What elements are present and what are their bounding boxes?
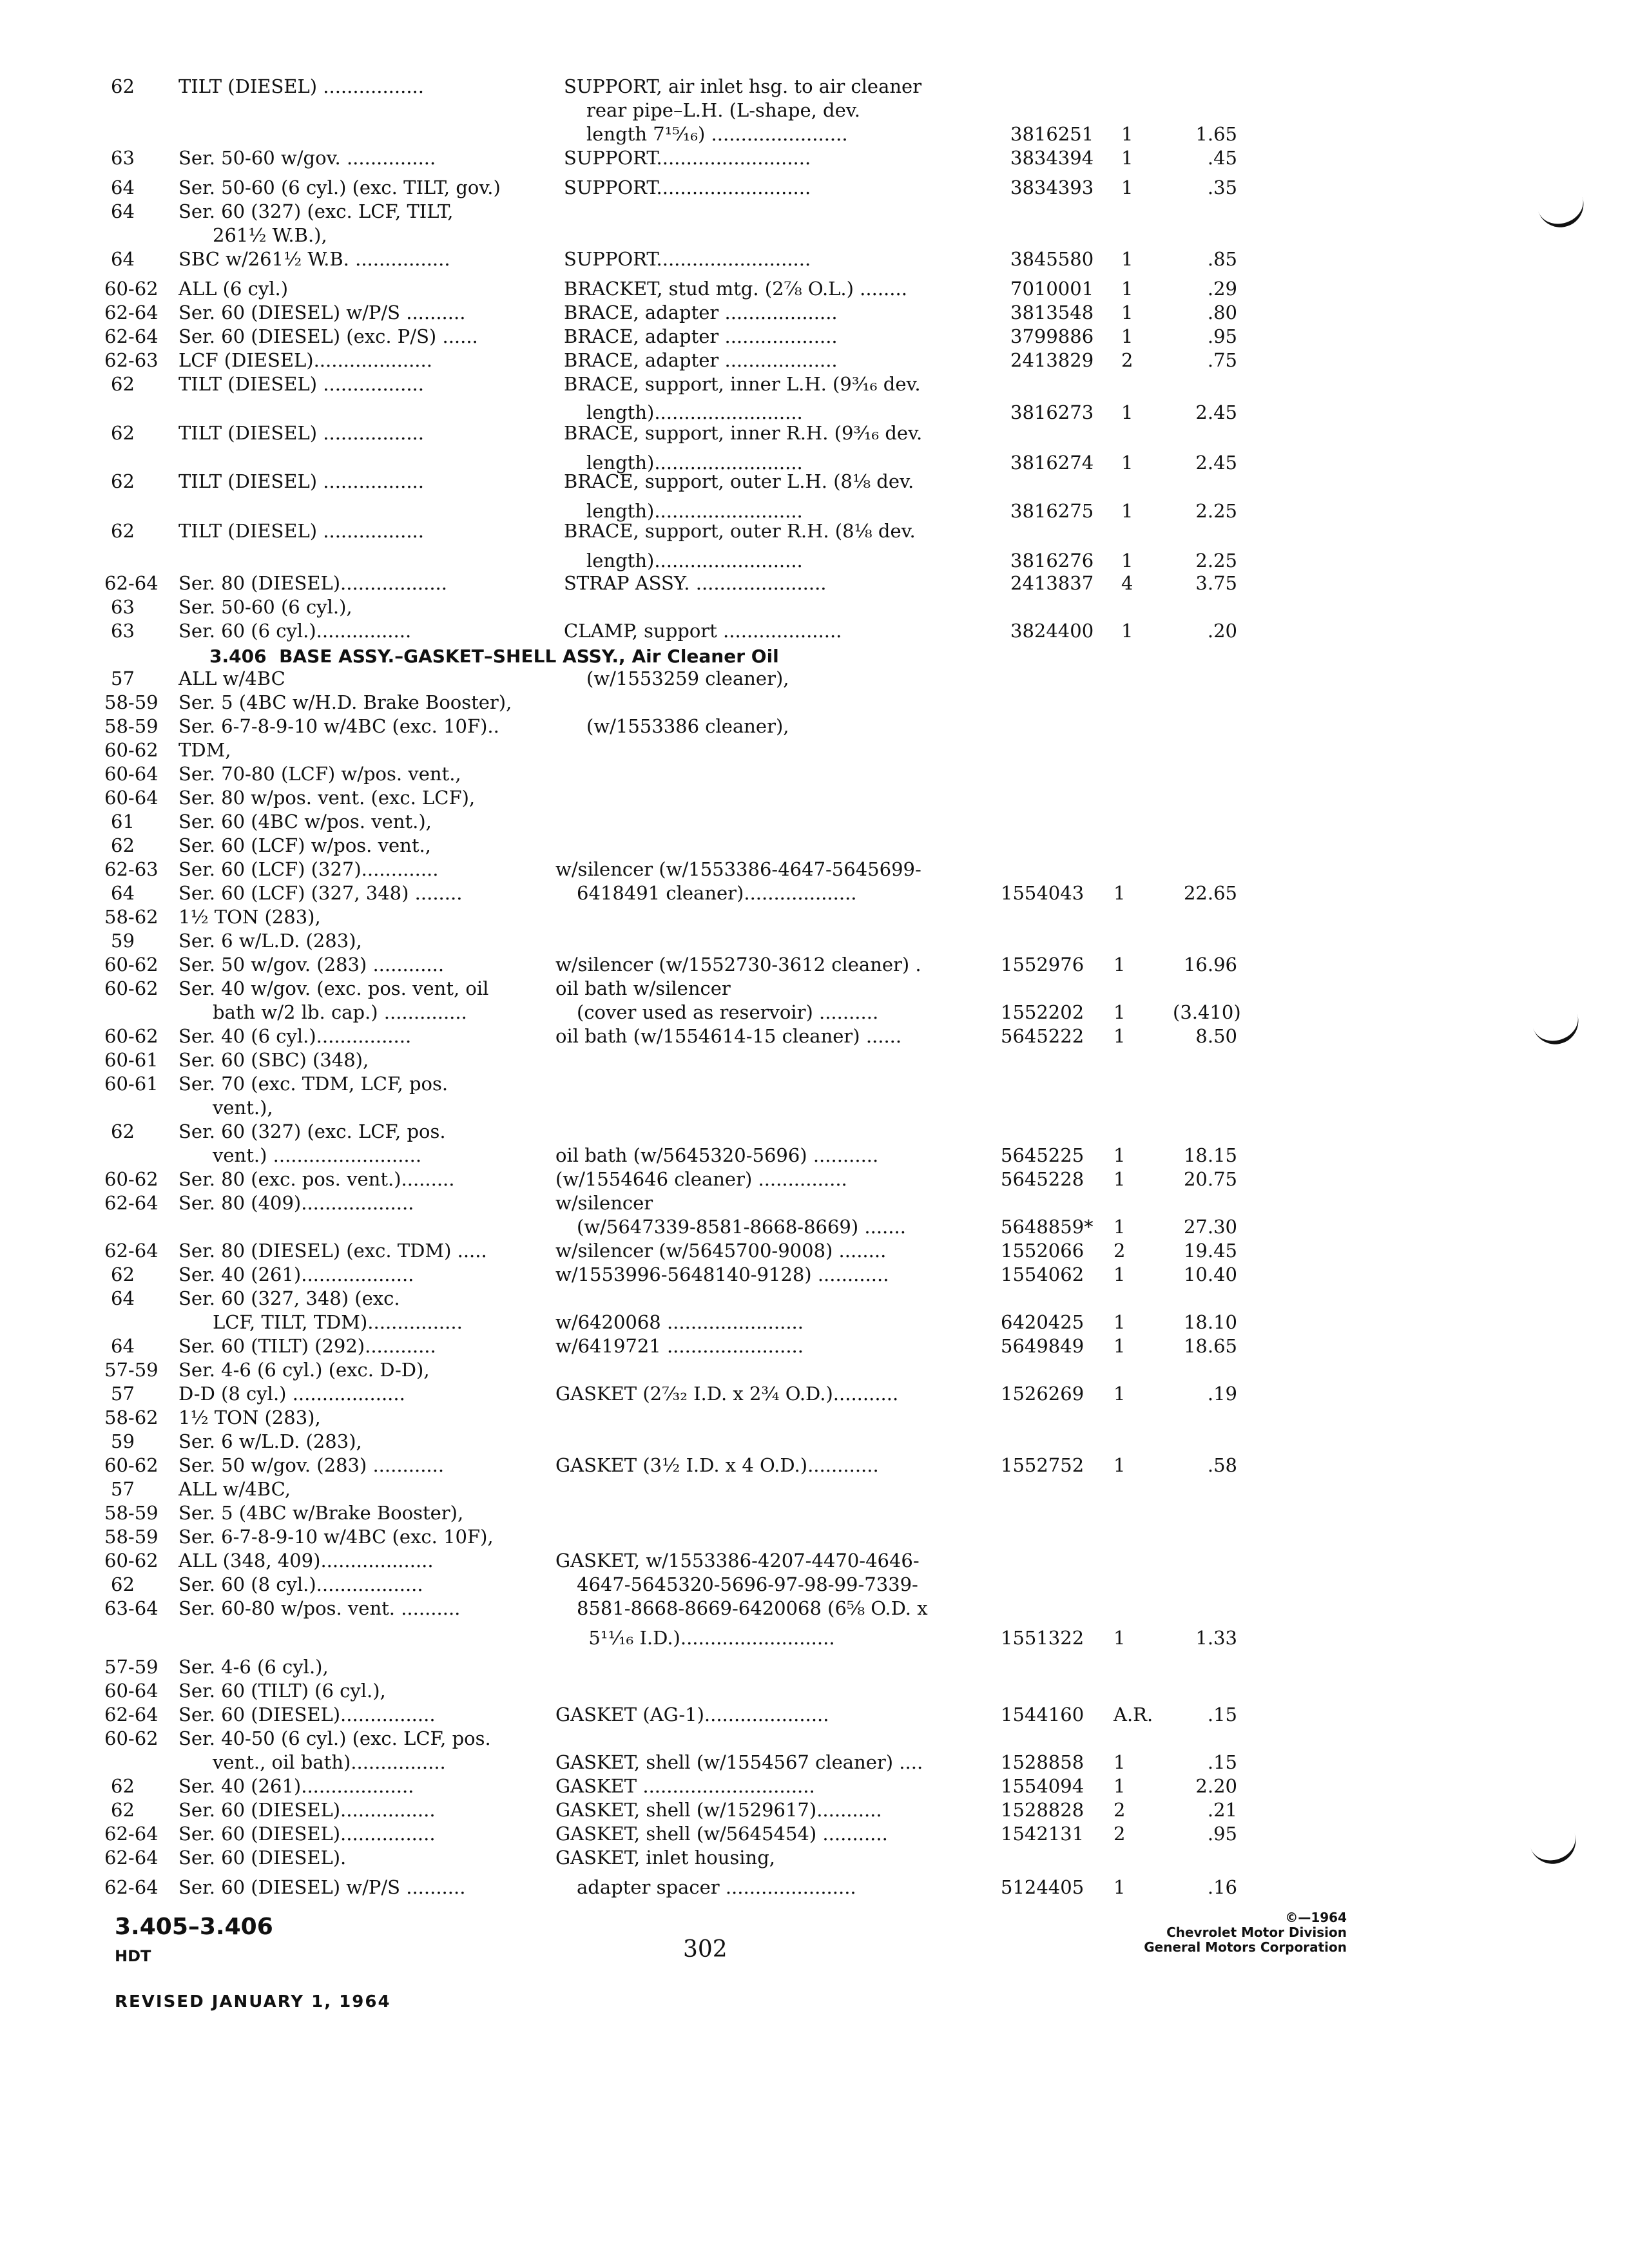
price: 3.75 <box>1195 572 1237 594</box>
part-number: 5645228 <box>1001 1168 1084 1190</box>
model-year: 62 <box>111 1775 135 1797</box>
model-year: 62 <box>111 470 135 492</box>
price: 22.65 <box>1183 882 1237 904</box>
model-application: Ser. 40 (261)................... <box>178 1775 414 1797</box>
model-application: Ser. 60 (LCF) w/pos. vent., <box>178 834 431 856</box>
part-description: GASKET, inlet housing, <box>555 1847 776 1869</box>
quantity: 1 <box>1113 1144 1126 1166</box>
model-application: Ser. 60 (TILT) (292)............ <box>178 1335 436 1357</box>
model-application: TILT (DIESEL) ................. <box>178 422 424 444</box>
model-year: 62-64 <box>104 572 159 594</box>
part-number: 1552066 <box>1001 1240 1084 1262</box>
model-application: Ser. 60 (6 cyl.)................ <box>178 620 412 642</box>
price: 1.33 <box>1195 1627 1237 1649</box>
part-number: 3816275 <box>1010 500 1094 522</box>
price: 18.10 <box>1183 1311 1237 1333</box>
model-application: ALL w/4BC, <box>178 1478 291 1500</box>
quantity: 1 <box>1113 1168 1126 1190</box>
model-application: Ser. 80 (DIESEL) (exc. TDM) ..... <box>178 1240 487 1262</box>
part-description: BRACE, adapter ................... <box>564 325 838 347</box>
model-application: LCF, TILT, TDM)................ <box>213 1311 463 1333</box>
model-year: 58-59 <box>104 1502 159 1524</box>
quantity: 2 <box>1113 1240 1126 1262</box>
model-year: 64 <box>111 248 135 270</box>
model-application: 1½ TON (283), <box>178 906 321 928</box>
model-application: Ser. 4-6 (6 cyl.) (exc. D-D), <box>178 1359 430 1381</box>
part-number: 5649849 <box>1001 1335 1084 1357</box>
model-application: Ser. 5 (4BC w/Brake Booster), <box>178 1502 464 1524</box>
model-application: Ser. 60 (TILT) (6 cyl.), <box>178 1680 386 1702</box>
model-year: 59 <box>111 1430 135 1452</box>
model-year: 60-62 <box>104 977 159 999</box>
quantity: 1 <box>1121 177 1133 198</box>
model-application: Ser. 6-7-8-9-10 w/4BC (exc. 10F).. <box>178 715 499 737</box>
quantity: 1 <box>1113 1751 1126 1773</box>
quantity: 1 <box>1113 1775 1126 1797</box>
quantity: 4 <box>1121 572 1133 594</box>
price: .35 <box>1207 177 1237 198</box>
part-description: w/1553996-5648140-9128) ............ <box>555 1264 889 1285</box>
part-description: (cover used as reservoir) .......... <box>577 1001 879 1023</box>
part-number: 1554043 <box>1001 882 1084 904</box>
part-number: 1554094 <box>1001 1775 1084 1797</box>
model-application: Ser. 60 (DIESEL). <box>178 1847 347 1869</box>
model-application: Ser. 40-50 (6 cyl.) (exc. LCF, pos. <box>178 1727 491 1749</box>
model-year: 62 <box>111 422 135 444</box>
quantity: 1 <box>1113 1627 1126 1649</box>
part-description: GASKET (2⁷⁄₃₂ I.D. x 2¾ O.D.)........... <box>555 1383 899 1405</box>
model-application: LCF (DIESEL).................... <box>178 349 432 371</box>
price: 1.65 <box>1195 123 1237 145</box>
part-description: GASKET (3½ I.D. x 4 O.D.)............ <box>555 1454 879 1476</box>
price: 27.30 <box>1183 1216 1237 1238</box>
model-application: Ser. 50-60 w/gov. ............... <box>178 147 436 169</box>
part-description: BRACE, adapter ................... <box>564 302 838 323</box>
model-application: SBC w/261½ W.B. ................ <box>178 248 450 270</box>
model-application: TILT (DIESEL) ................. <box>178 470 424 492</box>
part-description: BRACE, adapter ................... <box>564 349 838 371</box>
model-year: 60-62 <box>104 954 159 975</box>
price: .19 <box>1207 1383 1237 1405</box>
part-description: SUPPORT, air inlet hsg. to air cleaner <box>564 75 922 97</box>
part-description: (w/1554646 cleaner) ............... <box>555 1168 847 1190</box>
model-year: 64 <box>111 882 135 904</box>
model-year: 60-62 <box>104 278 159 300</box>
model-application: Ser. 6 w/L.D. (283), <box>178 930 362 952</box>
model-year: 62-64 <box>104 1704 159 1725</box>
model-application: Ser. 60 (DIESEL) w/P/S .......... <box>178 1876 466 1898</box>
part-description: GASKET, shell (w/5645454) ........... <box>555 1823 888 1845</box>
model-year: 57 <box>111 1383 135 1405</box>
price: .58 <box>1207 1454 1237 1476</box>
price: 16.96 <box>1183 954 1237 975</box>
model-year: 61 <box>111 811 135 832</box>
model-application: Ser. 80 (DIESEL).................. <box>178 572 447 594</box>
price: .15 <box>1207 1751 1237 1773</box>
part-description: BRACE, support, outer R.H. (8⅛ dev. <box>564 520 916 542</box>
model-year: 64 <box>111 1335 135 1357</box>
quantity: 1 <box>1113 1311 1126 1333</box>
model-application: vent.), <box>213 1097 273 1119</box>
model-year: 60-62 <box>104 1168 159 1190</box>
price: .85 <box>1207 248 1237 270</box>
part-number: 2413837 <box>1010 572 1094 594</box>
quantity: 1 <box>1121 278 1133 300</box>
part-number: 1552202 <box>1001 1001 1084 1023</box>
part-number: 6420425 <box>1001 1311 1084 1333</box>
model-application: Ser. 4-6 (6 cyl.), <box>178 1656 329 1678</box>
model-year: 62-64 <box>104 1240 159 1262</box>
price: 2.45 <box>1195 401 1237 423</box>
model-application: Ser. 60 (4BC w/pos. vent.), <box>178 811 432 832</box>
part-number: 2413829 <box>1010 349 1094 371</box>
model-application: Ser. 40 (6 cyl.)................ <box>178 1025 412 1047</box>
part-number: 3834394 <box>1010 147 1094 169</box>
price: .16 <box>1207 1876 1237 1898</box>
quantity: 1 <box>1121 123 1133 145</box>
part-description: STRAP ASSY. ...................... <box>564 572 827 594</box>
model-year: 62-64 <box>104 1192 159 1214</box>
part-number: 3816251 <box>1010 123 1094 145</box>
part-description: w/silencer <box>555 1192 653 1214</box>
price: .21 <box>1207 1799 1237 1821</box>
model-year: 64 <box>111 200 135 222</box>
model-year: 62-64 <box>104 1876 159 1898</box>
quantity: 2 <box>1121 349 1133 371</box>
part-description: length)......................... <box>586 500 803 522</box>
price: 2.20 <box>1195 1775 1237 1797</box>
price: 18.15 <box>1183 1144 1237 1166</box>
part-description: length 7¹⁵⁄₁₆) ....................... <box>586 123 848 145</box>
model-year: 60-62 <box>104 1727 159 1749</box>
quantity: A.R. <box>1113 1704 1153 1725</box>
price: .45 <box>1207 147 1237 169</box>
quantity: 1 <box>1121 620 1133 642</box>
page-number: 302 <box>683 1936 728 1963</box>
part-number: 1526269 <box>1001 1383 1084 1405</box>
model-application: Ser. 5 (4BC w/H.D. Brake Booster), <box>178 691 512 713</box>
part-number: 5645222 <box>1001 1025 1084 1047</box>
price: (3.410) <box>1173 1001 1241 1023</box>
part-number: 1551322 <box>1001 1627 1084 1649</box>
part-number: 7010001 <box>1010 278 1094 300</box>
model-application: TILT (DIESEL) ................. <box>178 373 424 395</box>
model-application: Ser. 60 (LCF) (327, 348) ........ <box>178 882 463 904</box>
model-application: Ser. 80 w/pos. vent. (exc. LCF), <box>178 787 476 809</box>
part-description: BRACE, support, inner R.H. (9³⁄₁₆ dev. <box>564 422 923 444</box>
model-application: Ser. 70 (exc. TDM, LCF, pos. <box>178 1073 448 1095</box>
part-description: GASKET, w/1553386-4207-4470-4646- <box>555 1550 920 1571</box>
part-description: 4647-5645320-5696-97-98-99-7339- <box>577 1573 918 1595</box>
model-year: 60-64 <box>104 763 159 785</box>
model-year: 60-62 <box>104 1454 159 1476</box>
model-year: 62 <box>111 1573 135 1595</box>
quantity: 1 <box>1113 1025 1126 1047</box>
part-number: 3816274 <box>1010 452 1094 474</box>
part-description: SUPPORT.......................... <box>564 147 811 169</box>
copyright-year: ©—1964 <box>1285 1910 1347 1925</box>
part-description: BRACKET, stud mtg. (2⅞ O.L.) ........ <box>564 278 907 300</box>
model-year: 62-64 <box>104 325 159 347</box>
part-description: w/silencer (w/1553386-4647-5645699- <box>555 858 921 880</box>
model-application: TDM, <box>178 739 231 761</box>
model-application: Ser. 50-60 (6 cyl.) (exc. TILT, gov.) <box>178 177 501 198</box>
model-application: D-D (8 cyl.) ................... <box>178 1383 405 1405</box>
section-heading: 3.406 BASE ASSY.–GASKET–SHELL ASSY., Air Cleaner Oil <box>209 646 779 667</box>
part-description: w/silencer (w/5645700-9008) ........ <box>555 1240 887 1262</box>
price: 19.45 <box>1183 1240 1237 1262</box>
part-description: 6418491 cleaner)................... <box>577 882 857 904</box>
series-code: HDT <box>115 1947 151 1965</box>
price: .80 <box>1207 302 1237 323</box>
part-description: 8581-8668-8669-6420068 (6⅝ O.D. x <box>577 1597 928 1619</box>
model-year: 58-59 <box>104 1526 159 1548</box>
model-year: 63 <box>111 147 135 169</box>
part-description: length)......................... <box>586 550 803 572</box>
model-year: 58-62 <box>104 906 159 928</box>
part-description: GASKET, shell (w/1554567 cleaner) .... <box>555 1751 923 1773</box>
quantity: 1 <box>1121 452 1133 474</box>
model-application: Ser. 6 w/L.D. (283), <box>178 1430 362 1452</box>
part-description: (w/5647339-8581-8668-8669) ....... <box>577 1216 906 1238</box>
model-application: ALL (348, 409)................... <box>178 1550 434 1571</box>
price: 20.75 <box>1183 1168 1237 1190</box>
model-application: Ser. 60 (SBC) (348), <box>178 1049 369 1071</box>
price: .95 <box>1207 1823 1237 1845</box>
part-number: 3816273 <box>1010 401 1094 423</box>
model-year: 63 <box>111 620 135 642</box>
quantity: 1 <box>1121 550 1133 572</box>
model-year: 62 <box>111 1799 135 1821</box>
quantity: 1 <box>1121 325 1133 347</box>
model-application: Ser. 60 (DIESEL) w/P/S .......... <box>178 302 466 323</box>
model-year: 62 <box>111 1120 135 1142</box>
model-application: Ser. 70-80 (LCF) w/pos. vent., <box>178 763 461 785</box>
quantity: 1 <box>1121 147 1133 169</box>
model-year: 62 <box>111 520 135 542</box>
model-application: ALL (6 cyl.) <box>178 278 289 300</box>
price: .95 <box>1207 325 1237 347</box>
model-application: vent., oil bath)................ <box>213 1751 446 1773</box>
copyright-corporation: General Motors Corporation <box>1144 1939 1347 1955</box>
part-number: 5648859* <box>1001 1216 1094 1238</box>
model-year: 62-63 <box>104 349 159 371</box>
part-description: (w/1553259 cleaner), <box>586 668 789 689</box>
model-application: Ser. 60-80 w/pos. vent. .......... <box>178 1597 461 1619</box>
model-application: Ser. 60 (327) (exc. LCF, pos. <box>178 1120 446 1142</box>
binder-hole-mark <box>1537 193 1589 233</box>
part-description: GASKET (AG-1)..................... <box>555 1704 829 1725</box>
model-application: Ser. 40 (261)................... <box>178 1264 414 1285</box>
part-description: BRACE, support, outer L.H. (8⅛ dev. <box>564 470 914 492</box>
model-year: 62-63 <box>104 858 159 880</box>
model-year: 57 <box>111 668 135 689</box>
model-year: 62 <box>111 1264 135 1285</box>
part-description: BRACE, support, inner L.H. (9³⁄₁₆ dev. <box>564 373 921 395</box>
part-description: 5¹¹⁄₁₆ I.D.).......................... <box>577 1627 835 1649</box>
part-number: 3816276 <box>1010 550 1094 572</box>
part-number: 3834393 <box>1010 177 1094 198</box>
model-application: TILT (DIESEL) ................. <box>178 75 424 97</box>
model-application: Ser. 60 (LCF) (327)............. <box>178 858 439 880</box>
revision-date: REVISED JANUARY 1, 1964 <box>115 1992 391 2012</box>
part-description: GASKET, shell (w/1529617)........... <box>555 1799 882 1821</box>
model-application: Ser. 60 (327, 348) (exc. <box>178 1287 400 1309</box>
quantity: 1 <box>1113 882 1126 904</box>
quantity: 1 <box>1113 954 1126 975</box>
part-number: 1528858 <box>1001 1751 1084 1773</box>
copyright-block <box>1057 1910 1347 1955</box>
price: .29 <box>1207 278 1237 300</box>
model-year: 62-64 <box>104 1823 159 1845</box>
model-application: ALL w/4BC <box>178 668 285 689</box>
part-description: length)......................... <box>586 401 803 423</box>
quantity: 1 <box>1113 1454 1126 1476</box>
part-number: 1552752 <box>1001 1454 1084 1476</box>
model-year: 63 <box>111 596 135 618</box>
price: .15 <box>1207 1704 1237 1725</box>
price: 18.65 <box>1183 1335 1237 1357</box>
model-year: 60-64 <box>104 787 159 809</box>
model-year: 58-59 <box>104 691 159 713</box>
quantity: 2 <box>1113 1799 1126 1821</box>
quantity: 1 <box>1113 1335 1126 1357</box>
binder-hole-mark <box>1529 1830 1581 1870</box>
model-application: Ser. 60 (8 cyl.).................. <box>178 1573 423 1595</box>
price: 10.40 <box>1183 1264 1237 1285</box>
part-number: 5124405 <box>1001 1876 1084 1898</box>
model-application: bath w/2 lb. cap.) .............. <box>213 1001 467 1023</box>
model-year: 58-59 <box>104 715 159 737</box>
model-year: 64 <box>111 1287 135 1309</box>
model-year: 62-64 <box>104 302 159 323</box>
part-number: 1552976 <box>1001 954 1084 975</box>
model-application: Ser. 50 w/gov. (283) ............ <box>178 1454 445 1476</box>
model-application: Ser. 60 (DIESEL)................ <box>178 1799 436 1821</box>
quantity: 1 <box>1121 401 1133 423</box>
model-year: 62 <box>111 373 135 395</box>
model-year: 57-59 <box>104 1359 159 1381</box>
price: 8.50 <box>1195 1025 1237 1047</box>
quantity: 1 <box>1121 248 1133 270</box>
quantity: 1 <box>1121 302 1133 323</box>
part-description: GASKET ............................. <box>555 1775 815 1797</box>
model-year: 60-64 <box>104 1680 159 1702</box>
model-application: 1½ TON (283), <box>178 1407 321 1428</box>
model-application: Ser. 6-7-8-9-10 w/4BC (exc. 10F), <box>178 1526 494 1548</box>
model-application: Ser. 60 (DIESEL) (exc. P/S) ...... <box>178 325 478 347</box>
model-application: 261½ W.B.), <box>213 224 327 246</box>
model-year: 57 <box>111 1478 135 1500</box>
price: 2.25 <box>1195 500 1237 522</box>
copyright-division: Chevrolet Motor Division <box>1166 1925 1347 1940</box>
part-number: 5645225 <box>1001 1144 1084 1166</box>
binder-hole-mark <box>1532 1010 1584 1050</box>
quantity: 1 <box>1113 1876 1126 1898</box>
part-description: oil bath w/silencer <box>555 977 731 999</box>
part-description: oil bath (w/5645320-5696) ........... <box>555 1144 879 1166</box>
model-year: 64 <box>111 177 135 198</box>
quantity: 1 <box>1113 1383 1126 1405</box>
part-number: 1554062 <box>1001 1264 1084 1285</box>
model-application: TILT (DIESEL) ................. <box>178 520 424 542</box>
model-application: Ser. 80 (409)................... <box>178 1192 414 1214</box>
quantity: 1 <box>1113 1001 1126 1023</box>
part-description: SUPPORT.......................... <box>564 248 811 270</box>
price: 2.45 <box>1195 452 1237 474</box>
part-description: adapter spacer ...................... <box>577 1876 856 1898</box>
part-number: 3845580 <box>1010 248 1094 270</box>
part-description: oil bath (w/1554614-15 cleaner) ...... <box>555 1025 902 1047</box>
part-number: 1542131 <box>1001 1823 1084 1845</box>
model-year: 60-62 <box>104 1025 159 1047</box>
model-application: vent.) ......................... <box>213 1144 422 1166</box>
part-description: rear pipe–L.H. (L-shape, dev. <box>586 99 860 121</box>
model-year: 60-61 <box>104 1073 159 1095</box>
section-range: 3.405–3.406 <box>115 1914 273 1940</box>
part-description: (w/1553386 cleaner), <box>586 715 789 737</box>
model-application: Ser. 60 (327) (exc. LCF, TILT, <box>178 200 454 222</box>
part-description: length)......................... <box>586 452 803 474</box>
model-year: 59 <box>111 930 135 952</box>
quantity: 1 <box>1121 500 1133 522</box>
model-year: 62-64 <box>104 1847 159 1869</box>
model-application: Ser. 80 (exc. pos. vent.)......... <box>178 1168 455 1190</box>
part-description: w/silencer (w/1552730-3612 cleaner) . <box>555 954 921 975</box>
part-number: 1528828 <box>1001 1799 1084 1821</box>
part-description: CLAMP, support .................... <box>564 620 842 642</box>
part-number: 3824400 <box>1010 620 1094 642</box>
model-year: 60-62 <box>104 1550 159 1571</box>
price: .20 <box>1207 620 1237 642</box>
quantity: 1 <box>1113 1264 1126 1285</box>
part-number: 3799886 <box>1010 325 1094 347</box>
model-year: 60-61 <box>104 1049 159 1071</box>
quantity: 1 <box>1113 1216 1126 1238</box>
model-year: 63-64 <box>104 1597 159 1619</box>
model-year: 58-62 <box>104 1407 159 1428</box>
part-number: 1544160 <box>1001 1704 1084 1725</box>
model-application: Ser. 50-60 (6 cyl.), <box>178 596 352 618</box>
model-year: 60-62 <box>104 739 159 761</box>
model-application: Ser. 40 w/gov. (exc. pos. vent, oil <box>178 977 489 999</box>
price: 2.25 <box>1195 550 1237 572</box>
model-year: 62 <box>111 75 135 97</box>
model-year: 57-59 <box>104 1656 159 1678</box>
model-application: Ser. 50 w/gov. (283) ............ <box>178 954 445 975</box>
part-description: w/6419721 ....................... <box>555 1335 804 1357</box>
model-application: Ser. 60 (DIESEL)................ <box>178 1823 436 1845</box>
part-description: w/6420068 ....................... <box>555 1311 804 1333</box>
model-year: 62 <box>111 834 135 856</box>
price: .75 <box>1207 349 1237 371</box>
part-number: 3813548 <box>1010 302 1094 323</box>
part-description: SUPPORT.......................... <box>564 177 811 198</box>
quantity: 2 <box>1113 1823 1126 1845</box>
model-application: Ser. 60 (DIESEL)................ <box>178 1704 436 1725</box>
